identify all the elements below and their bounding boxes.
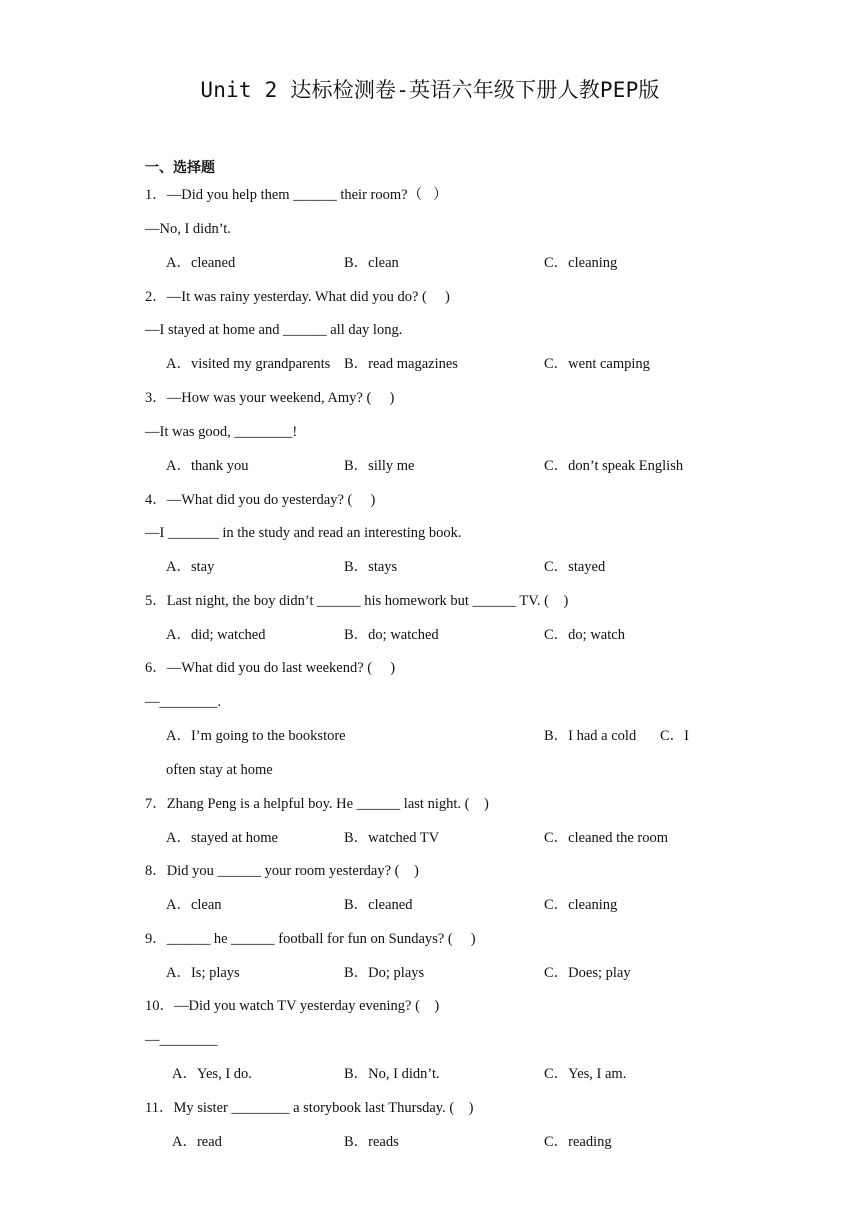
- question-5-option-c[interactable]: C．do; watch: [544, 627, 625, 643]
- question-11-option-c[interactable]: C．reading: [544, 1134, 612, 1150]
- page-title: Unit 2 达标检测卷-英语六年级下册人教PEP版: [200, 78, 660, 102]
- question-10-answer-line: —________: [145, 1032, 218, 1048]
- question-11-stem: 11．My sister ________ a storybook last Thursday. ( ): [145, 1100, 474, 1116]
- question-7-option-a[interactable]: A．stayed at home: [166, 830, 278, 846]
- question-11-option-a[interactable]: A．read: [172, 1134, 222, 1150]
- question-1-option-b[interactable]: B．clean: [344, 255, 399, 271]
- question-1-stem: 1．—Did you help them ______ their room?（ ）: [145, 187, 448, 203]
- question-8-option-c[interactable]: C．cleaning: [544, 897, 618, 913]
- question-7-option-c[interactable]: C．cleaned the room: [544, 830, 669, 846]
- question-6-option-c[interactable]: C．I: [660, 728, 689, 744]
- question-4-answer-line: —I _______ in the study and read an interesting book.: [145, 525, 462, 541]
- question-6-option-c-continuation: often stay at home: [166, 762, 273, 778]
- question-10-option-a[interactable]: A．Yes, I do.: [172, 1066, 252, 1082]
- question-1-option-c[interactable]: C．cleaning: [544, 255, 618, 271]
- question-10-option-c[interactable]: C．Yes, I am.: [544, 1066, 627, 1082]
- question-10-stem: 10．—Did you watch TV yesterday evening? ( ): [145, 998, 440, 1014]
- question-5-option-a[interactable]: A．did; watched: [166, 627, 266, 643]
- question-3-option-a[interactable]: A．thank you: [166, 458, 249, 474]
- question-11-option-b[interactable]: B．reads: [344, 1134, 399, 1150]
- question-6-option-a[interactable]: A．I’m going to the bookstore: [166, 728, 346, 744]
- question-3-option-c[interactable]: C．don’t speak English: [544, 458, 684, 474]
- question-4-option-b[interactable]: B．stays: [344, 559, 398, 575]
- question-3-answer-line: —It was good, ________!: [145, 424, 298, 440]
- question-7-option-b[interactable]: B．watched TV: [344, 830, 440, 846]
- section-heading: 一、选择题: [145, 160, 215, 176]
- question-2-option-b[interactable]: B．read magazines: [344, 356, 458, 372]
- question-9-option-c[interactable]: C．Does; play: [544, 965, 631, 981]
- question-9-option-b[interactable]: B．Do; plays: [344, 965, 425, 981]
- question-4-option-c[interactable]: C．stayed: [544, 559, 606, 575]
- question-7-stem: 7．Zhang Peng is a helpful boy. He ______ last night. ( ): [145, 796, 489, 812]
- question-3-stem: 3．—How was your weekend, Amy? ( ): [145, 390, 395, 406]
- question-1-option-a[interactable]: A．cleaned: [166, 255, 236, 271]
- question-10-option-b[interactable]: B．No, I didn’t.: [344, 1066, 440, 1082]
- question-2-answer-line: —I stayed at home and ______ all day long.: [145, 322, 403, 338]
- question-1-answer-line: —No, I didn’t.: [145, 221, 231, 237]
- question-6-stem: 6．—What did you do last weekend? ( ): [145, 660, 396, 676]
- question-2-stem: 2．—It was rainy yesterday. What did you do? ( ): [145, 289, 450, 305]
- question-3-option-b[interactable]: B．silly me: [344, 458, 415, 474]
- question-5-stem: 5．Last night, the boy didn’t ______ his homework but ______ TV. ( ): [145, 593, 569, 609]
- question-8-stem: 8．Did you ______ your room yesterday? ( ): [145, 863, 419, 879]
- question-2-option-a[interactable]: A．visited my grandparents: [166, 356, 331, 372]
- question-9-option-a[interactable]: A．Is; plays: [166, 965, 240, 981]
- question-5-option-b[interactable]: B．do; watched: [344, 627, 439, 643]
- question-2-option-c[interactable]: C．went camping: [544, 356, 650, 372]
- question-8-option-b[interactable]: B．cleaned: [344, 897, 413, 913]
- question-4-option-a[interactable]: A．stay: [166, 559, 215, 575]
- question-6-option-b[interactable]: B．I had a cold: [544, 728, 637, 744]
- question-9-stem: 9．______ he ______ football for fun on Sundays? ( ): [145, 931, 476, 947]
- question-8-option-a[interactable]: A．clean: [166, 897, 222, 913]
- question-6-answer-line: —________.: [145, 694, 222, 710]
- question-4-stem: 4．—What did you do yesterday? ( ): [145, 492, 376, 508]
